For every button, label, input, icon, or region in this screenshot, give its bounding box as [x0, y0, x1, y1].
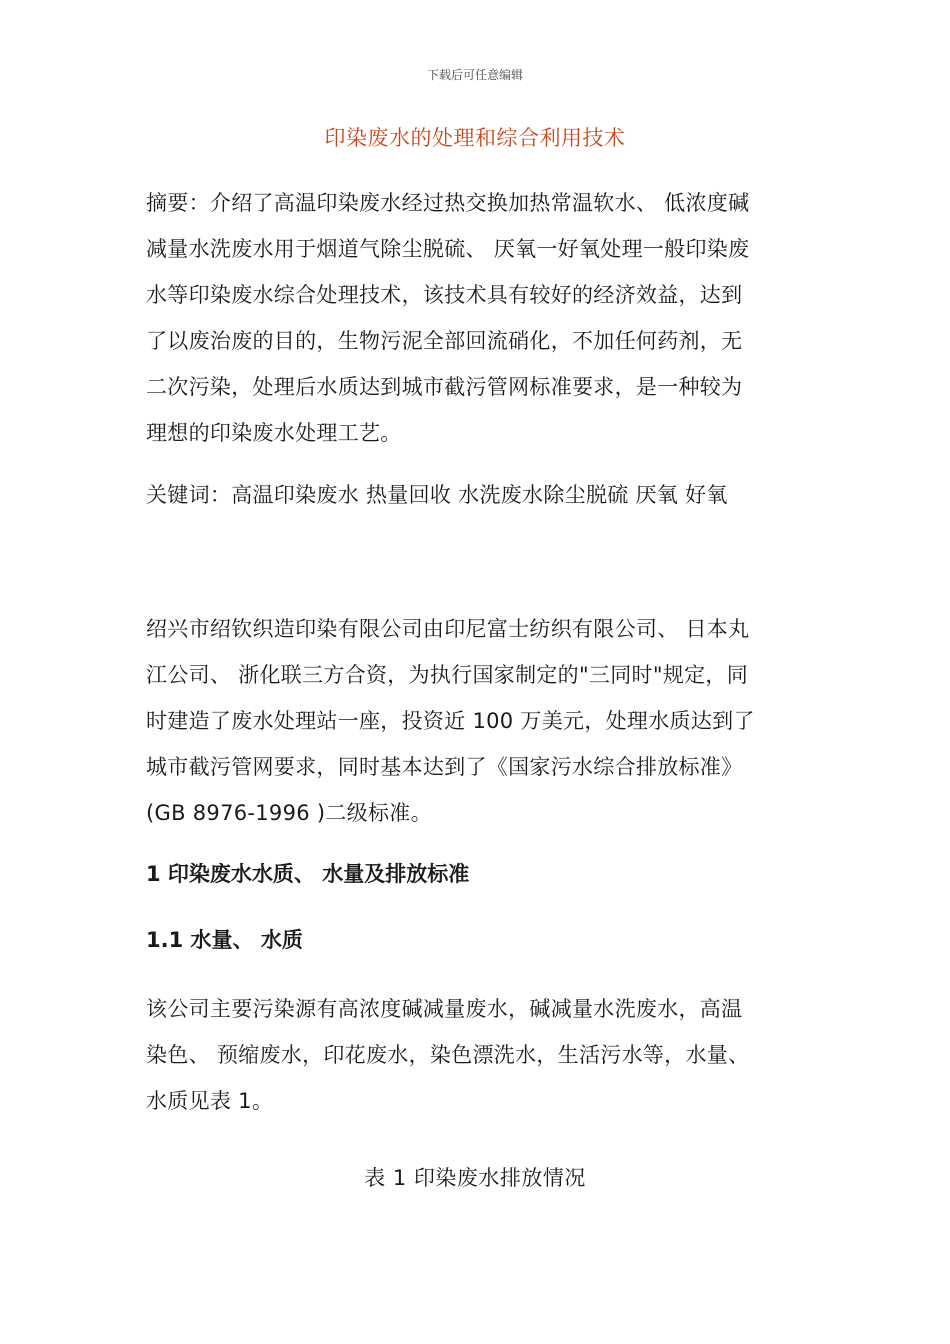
abstract-paragraph: [146, 180, 810, 456]
document-title: 印染废水的处理和综合利用技术: [324, 126, 626, 150]
keywords-line: 关键词：高温印染废水 热量回收 水洗废水除尘脱硫 厌氧 好氧: [146, 483, 728, 507]
abstract-line: 了以废治废的目的，生物污泥全部回流硝化，不加任何药剂，无: [146, 329, 743, 353]
header-note: 下载后可任意编辑: [426, 68, 523, 82]
section-heading-1: 1 印染废水水质、 水量及排放标准: [146, 862, 470, 886]
table-caption: 表 1 印染废水排放情况: [364, 1166, 586, 1190]
keywords-paragraph: [146, 472, 810, 518]
intro-line: 绍兴市绍钦织造印染有限公司由印尼富士纺织有限公司、 日本丸: [146, 617, 750, 641]
intro-paragraph: [146, 606, 810, 836]
intro-line: 时建造了废水处理站一座，投资近 100 万美元，处理水质达到了: [146, 709, 755, 733]
body-line: 染色、 预缩废水，印花废水，染色漂洗水，生活污水等，水量、: [146, 1043, 750, 1067]
abstract-line: 二次污染，处理后水质达到城市截污管网标准要求，是一种较为: [146, 375, 743, 399]
abstract-line: 理想的印染废水处理工艺。: [146, 421, 402, 445]
body-line: 水质见表 1。: [146, 1089, 274, 1113]
abstract-line: 减量水洗废水用于烟道气除尘脱硫、 厌氧一好氧处理一般印染废: [146, 237, 750, 261]
body-paragraph: [146, 986, 810, 1124]
abstract-line: 水等印染废水综合处理技术，该技术具有较好的经济效益，达到: [146, 283, 743, 307]
body-line: 该公司主要污染源有高浓度碱减量废水，碱减量水洗废水，高温: [146, 997, 743, 1021]
intro-line: 城市截污管网要求，同时基本达到了《国家污水综合排放标准》: [146, 755, 743, 779]
abstract-line: 摘要：介绍了高温印染废水经过热交换加热常温软水、 低浓度碱: [146, 191, 750, 215]
section-heading-1-1: 1.1 水量、 水质: [146, 928, 303, 952]
intro-line: 江公司、 浙化联三方合资，为执行国家制定的"三同时"规定，同: [146, 663, 748, 687]
intro-line: (GB 8976-1996 )二级标准。: [146, 801, 432, 825]
